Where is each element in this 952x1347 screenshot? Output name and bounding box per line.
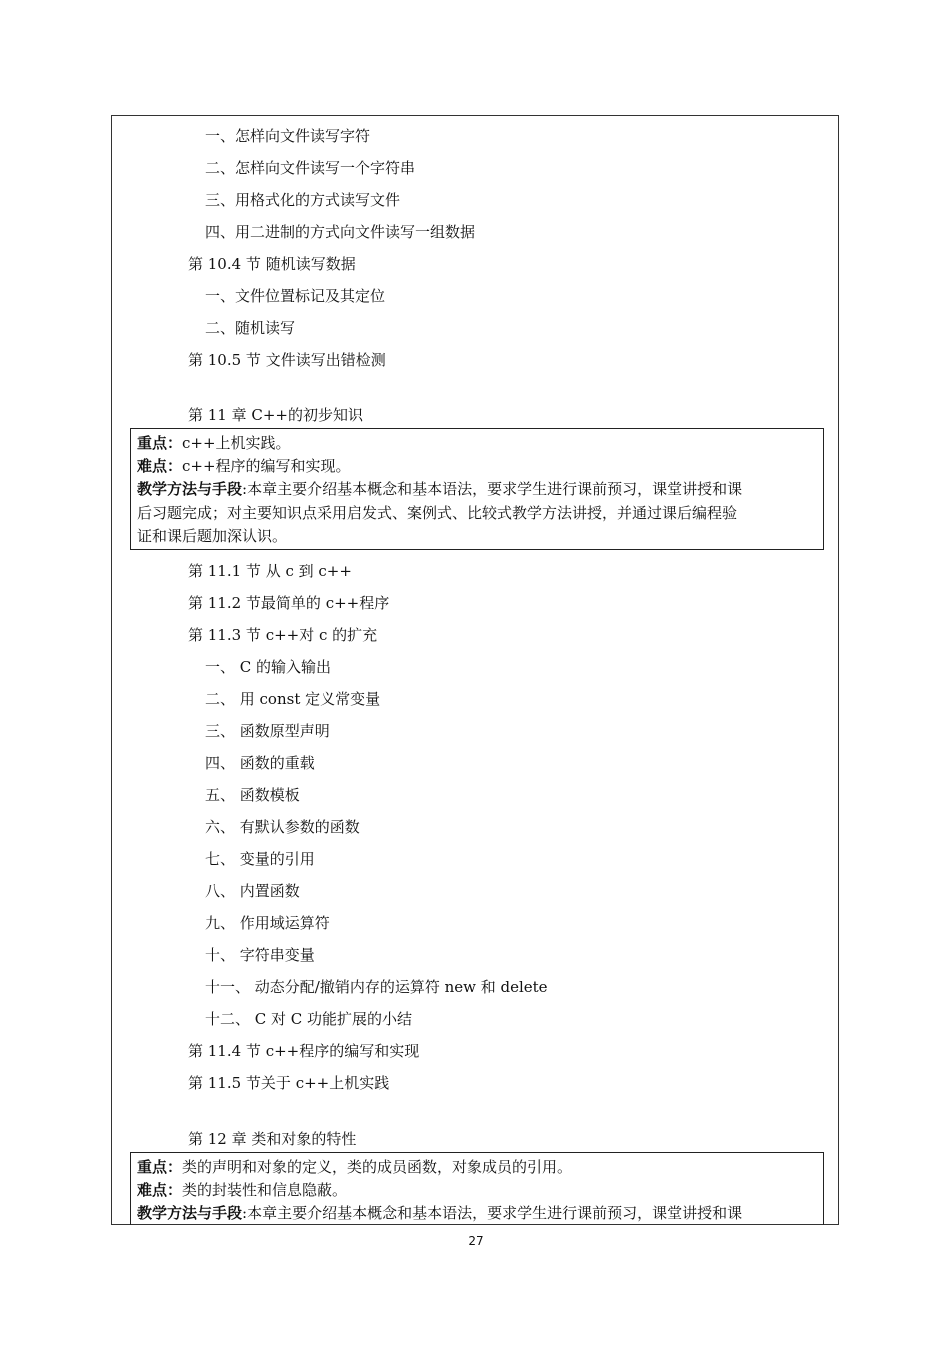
outline-item: 七、 变量的引用: [205, 850, 315, 868]
difficulty-label: 难点：: [137, 457, 183, 476]
method-label: 教学方法与手段: [137, 480, 243, 499]
section-heading: 第 10.4 节 随机读写数据: [188, 255, 356, 273]
outline-item: 八、 内置函数: [205, 882, 300, 900]
outline-item: 二、怎样向文件读写一个字符串: [205, 159, 416, 177]
method-text-line: 证和课后题加深认识。: [137, 526, 288, 545]
outline-item: 六、 有默认参数的函数: [205, 818, 360, 836]
outline-item: 十、 字符串变量: [205, 946, 315, 964]
key-label: 重点：: [137, 434, 183, 452]
outline-item: 二、 用 const 定义常变量: [205, 690, 381, 708]
outline-item: 一、文件位置标记及其定位: [205, 287, 386, 305]
chapter-title: 第 11 章 C++的初步知识: [188, 406, 364, 424]
outline-item: 四、用二进制的方式向文件读写一组数据: [205, 223, 476, 241]
section-heading: 第 11.4 节 c++程序的编写和实现: [188, 1042, 420, 1060]
section-heading: 第 11.3 节 c++对 c 的扩充: [188, 626, 378, 644]
outline-item: 五、 函数模板: [205, 786, 300, 804]
key-label: 重点：: [137, 1158, 183, 1176]
section-heading: 第 11.1 节 从 c 到 c++: [188, 562, 352, 580]
difficulty-text: 类的封装性和信息隐蔽。: [182, 1181, 348, 1200]
key-text: 类的声明和对象的定义，类的成员函数，对象成员的引用。: [182, 1158, 573, 1176]
page-number: 27: [468, 1234, 484, 1248]
outline-item: 二、随机读写: [205, 319, 296, 337]
method-label: 教学方法与手段: [137, 1204, 243, 1223]
section-heading: 第 10.5 节 文件读写出错检测: [188, 351, 386, 369]
method-text: :本章主要介绍基本概念和基本语法，要求学生进行课前预习，课堂讲授和课: [242, 1204, 743, 1223]
key-text: c++上机实践。: [182, 434, 291, 452]
method-text-line: 后习题完成；对主要知识点采用启发式、案例式、比较式教学方法讲授，并通过课后编程验: [137, 503, 738, 522]
chapter-title: 第 12 章 类和对象的特性: [188, 1130, 357, 1148]
outline-item: 三、用格式化的方式读写文件: [205, 191, 401, 209]
outline-item: 三、 函数原型声明: [205, 722, 330, 740]
chapter-summary-box: [130, 428, 824, 550]
outline-item: 四、 函数的重载: [205, 754, 315, 772]
difficulty-label: 难点：: [137, 1181, 183, 1200]
outline-item: 一、怎样向文件读写字符: [205, 127, 371, 145]
section-heading: 第 11.5 节关于 c++上机实践: [188, 1074, 390, 1092]
method-text: :本章主要介绍基本概念和基本语法，要求学生进行课前预习，课堂讲授和课: [242, 480, 743, 499]
outline-item: 十二、 C 对 C 功能扩展的小结: [205, 1010, 413, 1028]
section-heading: 第 11.2 节最简单的 c++程序: [188, 594, 390, 612]
outline-item: 一、 C 的输入输出: [205, 658, 332, 676]
chapter-summary-box: [130, 1152, 824, 1225]
difficulty-text: c++程序的编写和实现。: [182, 457, 351, 476]
outline-item: 十一、 动态分配/撤销内存的运算符 new 和 delete: [205, 978, 548, 996]
outline-item: 九、 作用域运算符: [205, 914, 330, 932]
